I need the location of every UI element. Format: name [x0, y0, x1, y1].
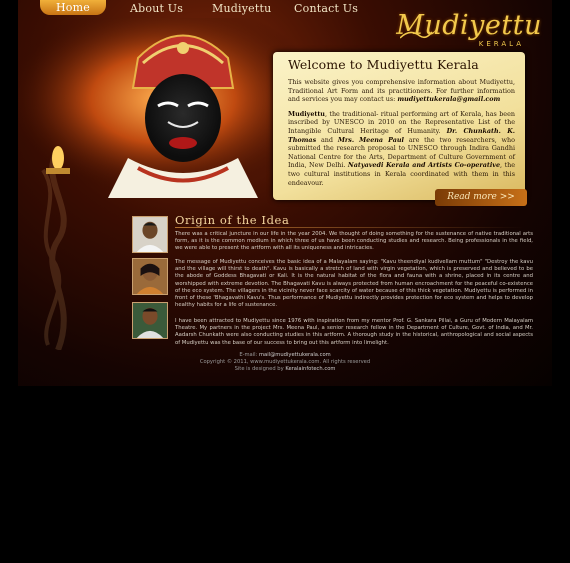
section-divider	[175, 227, 525, 228]
origin-paragraph-3: I have been attracted to Mudiyettu since 1976 with inspiration from my mentor Prof. G. Sankara Pillai, a Guru of Modern Malayalam Theatre. My partners in the project Mrs. Meena Paul, a senior research fellow in the Department of Culture, Govt. of India, and Mr. Aadarsh Chunkath were also conducting studies in this artform. A thorough study in the historical, anthropological and social aspects of Mudiyettu was the base of our success to bring out this artform into limelight.	[175, 318, 533, 346]
footer-email-line	[18, 352, 552, 359]
footer-designer-link[interactable]: Keralainfotech.com	[285, 366, 336, 372]
welcome-title: Welcome to Mudiyettu Kerala	[288, 57, 479, 72]
welcome-p2-text-2: are the two researchers, who submitted the research proposal to UNESCO through Indira Gandhi National Centre for the Arts, Department of Culture Government of India, New Delhi.	[288, 135, 515, 170]
person-photo-2	[132, 258, 168, 295]
welcome-panel	[273, 52, 525, 200]
welcome-p2-and: and	[316, 135, 338, 144]
nav-about-us[interactable]: About Us	[130, 2, 184, 15]
footer-designed-line	[18, 366, 552, 373]
welcome-intro	[288, 78, 515, 104]
flourish-icon	[400, 28, 432, 42]
researcher-2: Mrs. Meena Paul	[337, 135, 404, 144]
footer-email-label: E-mail:	[239, 352, 259, 358]
welcome-p2-text-3: , the two cultural institutions in Kerala coordinated with them in this endeavour.	[288, 161, 515, 187]
researcher-1: Dr. Chunkath. K. Thomas	[288, 126, 515, 144]
site-container	[18, 0, 552, 386]
person-photo-3	[132, 302, 168, 339]
welcome-paragraph-2	[288, 110, 515, 187]
footer-copyright: Copyright © 2011, www.mudiyettukerala.com. All rights reserved	[199, 359, 371, 365]
logo-subtitle: KERALA	[478, 40, 524, 48]
footer-email-link[interactable]: mail@mudiyettukerala.com	[259, 352, 331, 358]
nav-contact-us[interactable]: Contact Us	[294, 2, 359, 15]
read-more-button[interactable]: Read more >>	[435, 189, 527, 206]
welcome-email-link[interactable]: mudiyettukerala@gmail.com	[397, 95, 501, 104]
nav-mudiyettu[interactable]: Mudiyettu	[212, 2, 272, 15]
welcome-intro-text: This website gives you comprehensive information about Mudiyettu, Traditional Art Form and its practitioners. For further information and services you may contact us:	[288, 78, 515, 104]
site-logo[interactable]	[392, 12, 542, 48]
footer	[18, 352, 552, 373]
hero-performer-image	[18, 18, 308, 198]
origin-paragraph-2: The message of Mudiyettu conceives the basic idea of a Malayalam saying: "Kavu theendiyal kudivellam muttum" "Destroy the kavu and the village will thirst to death". Kavu is basically a stretch of land with virgin vegetation, which is preserved and believed to be the abode of Goddess Bhagavati or Kali. It is the natural habitat of the flora and fauna with a shrine, placed in its centre and worshipped with extreme devotion. The Bhagavati Kavu is always protected from human encroachment for the peaceful co-existence of the eco system. The villagers in the vicinity never face scarcity of water because of this thick vegetation. Mudiyettu is performed in front of these 'Bhagavathi Kavu's. Thus performance of Mudiyettu indirectly provides protection for eco system and helps to develop healthy habits for a life of sustenance.	[175, 259, 533, 309]
welcome-p2-text-1: , the traditional- ritual performing art of Kerala, has been inscribed by UNESCO in 2010 on the Representative List of the Intangible Cultural Heritage of Humanity.	[288, 109, 515, 135]
mudiyettu-term: Mudiyettu	[288, 109, 325, 118]
origin-title: Origin of the Idea	[175, 213, 290, 227]
logo-title: Mudiyettu	[396, 10, 542, 41]
institutions: Natyavedi Kerala and Artists Co-operative	[347, 161, 501, 170]
origin-paragraph-1: There was a critical juncture in our life in the year 2004. We thought of doing something for the sustenance of native traditional arts form, as it is the common medium in which three of us have been conducting studies and research. Being professionals in the field, we were able to present the artform with all its uniqueness and intricacies.	[175, 231, 533, 252]
footer-designed-label: Site is designed by	[234, 366, 286, 372]
person-photo-1	[132, 216, 168, 253]
nav-home[interactable]: Home	[40, 0, 106, 15]
